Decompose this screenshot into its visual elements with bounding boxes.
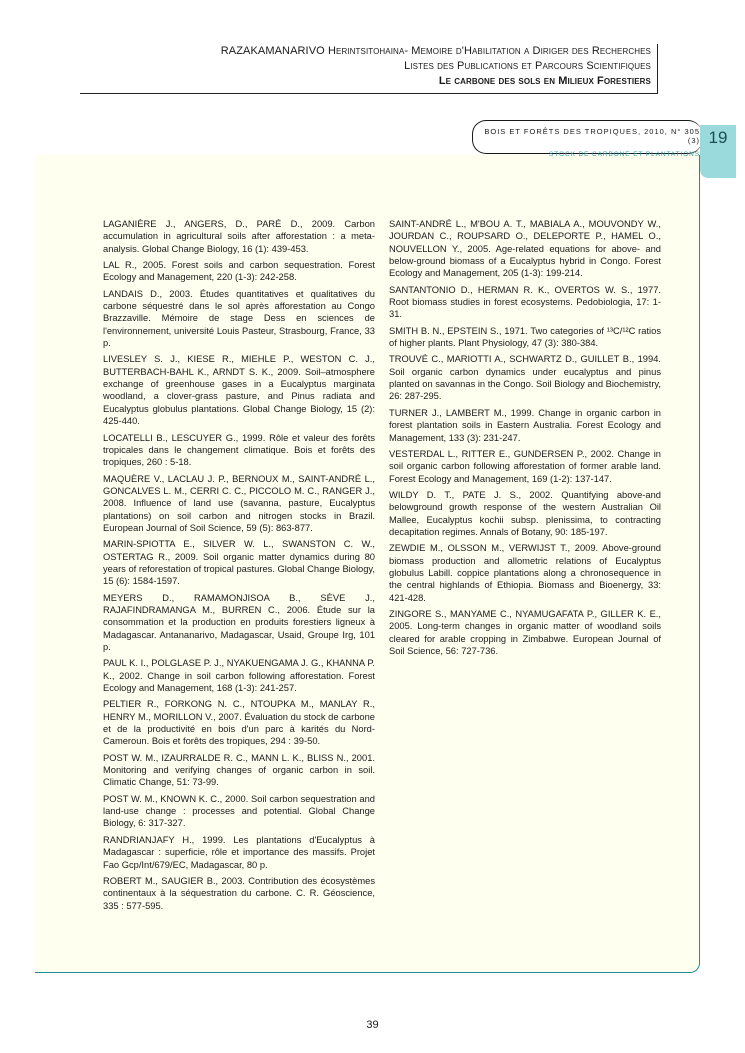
reference-item: WILDY D. T., PATE J. S., 2002. Quantifying above-and belowground growth response of the western Australian Oil Mallee, Eucalyptus kochii subsp. plenissima, to contracting decapitation regimes. Annals of Botany, 90: 185-197. bbox=[389, 489, 661, 537]
reference-item: SMITH B. N., EPSTEIN S., 1971. Two categories of ¹³C/¹²C ratios of higher plants. Plant Physiology, 47 (3): 380-384. bbox=[389, 325, 661, 349]
reference-item: VESTERDAL L., RITTER E., GUNDERSEN P., 2002. Change in soil organic carbon following afforestation of former arable land. Forest Ecology and Management, 169 (1-2): 137-147. bbox=[389, 448, 661, 484]
reference-item: PELTIER R., FORKONG N. C., NTOUPKA M., MANLAY R., HENRY M., MORILLON V., 2007. Évaluation du stock de carbone et de la productivité en bois d'un parc à karités du Nord-Cameroun. Bois et forêts des tropiques, 294 : 39-50. bbox=[103, 699, 375, 747]
reference-item: RANDRIANJAFY H., 1999. Les plantations d'Eucalyptus à Madagascar : superficie, rôle et importance des massifs. Projet Fao Gcp/Int/679/EC, Madagascar, 80 p. bbox=[103, 834, 375, 870]
reference-item: ZINGORE S., MANYAME C., NYAMUGAFATA P., GILLER K. E., 2005. Long-term changes in organic matter of woodland soils cleared for arable cropping in Zimbabwe. European Journal of Soil Science, 56: 727-736. bbox=[389, 608, 661, 656]
reference-item: SANTANTONIO D., HERMAN R. K., OVERTOS W. S., 1977. Root biomass studies in forest ecosystems. Pedobiologia, 17: 1-31. bbox=[389, 284, 661, 320]
reference-item: MARIN-SPIOTTA E., SILVER W. L., SWANSTON C. W., OSTERTAG R., 2009. Soil organic matter dynamics during 80 years of reforestation of tropical pastures. Global Change Biology, 15 (6): 1584-1597. bbox=[103, 539, 375, 587]
reference-item: LANDAIS D., 2003. Études quantitatives et qualitatives du carbone séquestré dans le sol après afforestation au Congo Brazzaville. Mémoire de stage Dess en sciences de l'environnement, université Louis Pasteur, Strasbourg, France, 33 p. bbox=[103, 288, 375, 349]
header-section-line: Listes des Publications et Parcours Scientifiques bbox=[404, 60, 651, 72]
reference-item: TROUVÉ C., MARIOTTI A., SCHWARTZ D., GUILLET B., 1994. Soil organic carbon dynamics under eucalyptus and pinus planted on savannas in the Congo. Soil Biology and Biochemistry, 26: 287-295. bbox=[389, 354, 661, 402]
reference-item: TURNER J., LAMBERT M., 1999. Change in organic carbon in forest plantation soils in Eastern Australia. Forest Ecology and Management, 133 (3): 231-247. bbox=[389, 407, 661, 443]
journal-running-head bbox=[472, 120, 702, 158]
reference-item: POST W. M., IZAURRALDE R. C., MANN L. K., BLISS N., 2001. Monitoring and verifying changes of organic carbon in soil. Climatic Change, 51: 73-99. bbox=[103, 752, 375, 788]
reference-item: LOCATELLI B., LESCUYER G., 1999. Rôle et valeur des forêts tropicales dans le changement climatique. Bois et forêts des tropiques, 260 : 5-18. bbox=[103, 432, 375, 468]
references-right-column bbox=[389, 218, 661, 661]
reference-item: LAL R., 2005. Forest soils and carbon sequestration. Forest Ecology and Management, 220 (1-3): 242-258. bbox=[103, 260, 375, 283]
footer-page-number: 39 bbox=[366, 1019, 379, 1031]
reference-item: ROBERT M., SAUGIER B., 2003. Contribution des écosystèmes continentaux à la séquestration du carbone. C. R. Géoscience, 335 : 577-595. bbox=[103, 875, 375, 911]
references-left-column bbox=[103, 218, 375, 916]
reference-item: LIVESLEY S. J., KIESE R., MIEHLE P., WESTON C. J., BUTTERBACH-BAHL K., ARNDT S. K., 2009. Soil–atmosphere exchange of greenhouse gases in a Eucalyptus marginata woodland, a clover-grass pasture, and Pinus radiata and Eucalyptus globulus plantations. Global Change Biology, 15 (2): 425-440. bbox=[103, 354, 375, 427]
reference-item: POST W. M., KNOWN K. C., 2000. Soil carbon sequestration and land-use change : processes and potential. Global Change Biology, 6: 317-327. bbox=[103, 793, 375, 829]
journal-section: STOCK DE CARBONE ET PLANTATIONS bbox=[549, 151, 700, 158]
reference-item: MAQUÈRE V., LACLAU J. P., BERNOUX M., SAINT-ANDRÉ L., GONCALVES L. M., CERRI C. C., PICCOLO M. C., RANGER J., 2008. Influence of land use (savanna, pasture, Eucalyptus plantations) on soil carbon and nitrogen stocks in Brazil. European Journal of Soil Science, 59 (5): 863-877. bbox=[103, 473, 375, 533]
journal-page-number: 19 bbox=[708, 128, 728, 147]
header-author-line: RAZAKAMANARIVO Herintsitohaina- Memoire d'Habilitation a Diriger des Recherches bbox=[220, 45, 651, 57]
reference-item: MEYERS D., RAMAMONJISOA B., SÈVE J., RAJAFINDRAMANGA M., BURREN C., 2006. Étude sur la consommation et la production en produits forestiers ligneux à Madagascar. Antananarivo, Madagascar, Usaid, Groupe Irg, 101 p. bbox=[103, 592, 375, 652]
journal-title: BOIS ET FORÊTS DES TROPIQUES, 2010, N° 305 (3) bbox=[484, 127, 700, 145]
page-header bbox=[80, 44, 658, 94]
reference-item: LAGANIÈRE J., ANGERS, D., PARÉ D., 2009. Carbon accumulation in agricultural soils after afforestation : a meta-analysis. Global Change Biology, 16 (1): 439-453. bbox=[103, 219, 375, 254]
reference-item: SAINT-ANDRÉ L., M'BOU A. T., MABIALA A., MOUVONDY W., JOURDAN C., ROUPSARD O., DELEPORTE P., HAMEL O., NOUVELLON Y., 2005. Age-related equations for above- and below-ground biomass of a Eucalyptus hybrid in Congo. Forest Ecology and Management, 205 (1-3): 199-214. bbox=[389, 219, 661, 279]
reference-item: PAUL K. I., POLGLASE P. J., NYAKUENGAMA J. G., KHANNA P. K., 2002. Change in soil carbon following afforestation. Forest Ecology and Management, 168 (1-3): 241-257. bbox=[103, 658, 375, 694]
header-chapter-line: Le carbone des sols en Milieux Forestiers bbox=[438, 75, 651, 87]
journal-page-badge bbox=[700, 125, 736, 178]
reference-item: ZEWDIE M., OLSSON M., VERWIJST T., 2009. Above-ground biomass production and allometric relations of Eucalyptus globulus Labill. coppice plantations along a chronosequence in the central highlands of Ethiopia. Biomass and Bioenergy, 33: 421-428. bbox=[389, 543, 661, 603]
